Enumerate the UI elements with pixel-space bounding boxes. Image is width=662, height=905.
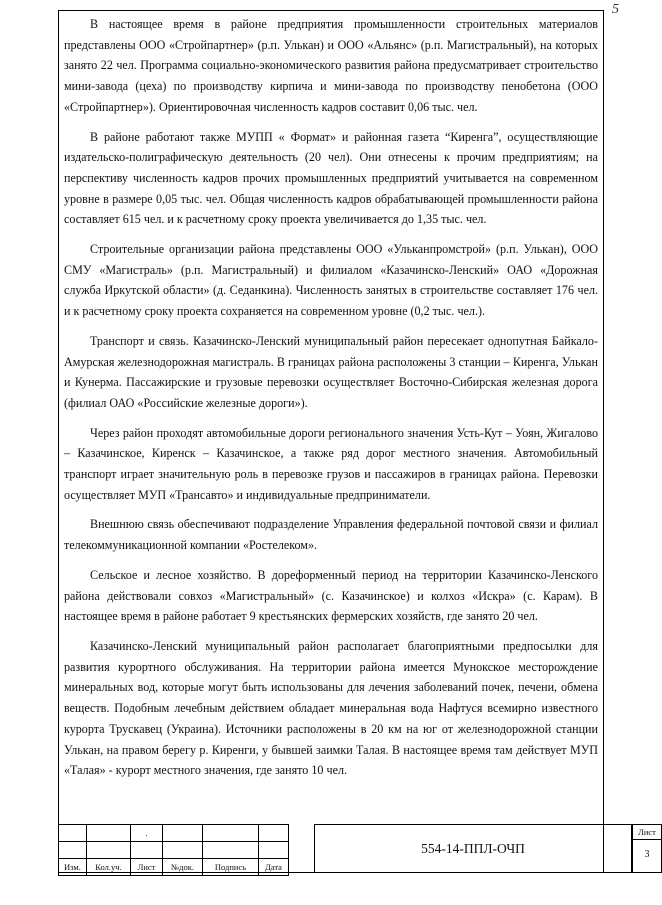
header-quantity: Кол.уч. <box>87 859 131 876</box>
header-date: Дата <box>259 859 289 876</box>
revision-header-row <box>59 859 289 876</box>
document-body <box>64 14 598 790</box>
revision-row <box>59 825 289 842</box>
paragraph-resort: Казачинско-Ленский муниципальный район располагает благоприятными предпосылки для развития курортного обслуживания. На территории района имеется Мунокское месторождение минеральных вод, которые могут быть использованы для лечения заболеваний почек, печени, обмена веществ. Подобным лечебным действием обладает минеральная вода Нафтуся всемирно известного курорта Трускавец (Украина). Источники расположены в 20 км на юг от железнодорожной станции Улькан, на правом берегу р. Киренги, у бывшей заимки Талая. В настоящее время там действует МУП «Талая» - курорт местного значения, где занято 10 чел. <box>64 638 598 778</box>
header-signature: Подпись <box>203 859 259 876</box>
paragraph-agriculture: Сельское и лесное хозяйство. В дореформенный период на территории Казачинско-Ленского района действовали совхоз «Магистральный» (с. Казачинское) и колхоз «Искра» (с. Карам). В настоящее время в районе работает 9 крестьянских фермерских хозяйств, где занято 20 чел. <box>64 567 598 624</box>
paragraph-building-materials: В настоящее время в районе предприятия промышленности строительных материалов представлены ООО «Стройпартнер» (р.п. Улькан) и ООО «Альянс» (р.п. Магистральный), на которых занято 22 чел. Программа социально-экономического развития района предусматривает строительство мини-завода (цеха) по производству кирпича и мини-завода по производству пенобетона (ООО «Стройпартнер»). Ориентировочная численность кадров составит 0,06 тыс. чел. <box>64 17 598 114</box>
paragraph-railway: Транспорт и связь. Казачинско-Ленский муниципальный район пересекает однопутная Байкало-Амурская железнодорожная магистраль. В границах района расположены 3 станции – Киренга, Улькан и Кунерма. Пассажирские и грузовые перевозки осуществляет Восточно-Сибирская железная дорога (филиал ОАО «Российские железные дороги»). <box>64 333 598 410</box>
paragraph-roads: Через район проходят автомобильные дороги регионального значения Усть-Кут – Уоян, Жигалово – Казачинское, Киренск – Казачинское, а также ряд дорог местного значения. Автомобильный транспорт играет значительную роль в перевозке грузов и пассажиров в границах района. Перевозки осуществляет МУП «Трансавто» и индивидуальные предприниматели. <box>64 425 598 502</box>
revision-table <box>58 824 289 876</box>
sheet-number: 3 <box>632 840 662 873</box>
header-sheet: Лист <box>131 859 163 876</box>
paragraph-communications: Внешнюю связь обеспечивают подразделение Управления федеральной почтовой связи и филиал телекоммуникационной компании «Ростелеком». <box>64 517 598 553</box>
header-change: Изм. <box>59 859 87 876</box>
sheet-box <box>632 824 662 873</box>
title-block <box>58 824 656 873</box>
paragraph-printing: В районе работают также МУПП « Формат» и районная газета “Киренга”, осуществляющие издательско-полиграфическую деятельность (20 чел). Они отнесены к прочим предприятиям; на перспективу численность кадров прочих промышленных предприятий учитывается на современном уровне в размере 0,05 тыс. чел. Общая численность кадров обрабатывающей промышленности района составляет 615 чел. и к расчетному сроку проекта увеличивается до 1,35 тыс. чел. <box>64 129 598 227</box>
document-code: 554-14-ППЛ-ОЧП <box>314 824 632 873</box>
sheet-label: Лист <box>632 824 662 840</box>
revision-row <box>59 842 289 859</box>
header-doc-number: №док. <box>163 859 203 876</box>
paragraph-construction: Строительные организации района представлены ООО «Ульканпромстрой» (р.п. Улькан), ООО СМУ «Магистраль» (р.п. Магистральный) и филиалом «Казачинско-Ленский» ОАО «Дорожная служба Иркутской области» (д. Седанкина). Численность занятых в строительстве составляет 176 чел. и к расчетному сроку проекта сохраняется на современном уровне (0,2 тыс. чел.). <box>64 242 598 319</box>
stamp-dot: . <box>131 825 163 842</box>
page-handwritten-number: 5 <box>612 2 619 17</box>
